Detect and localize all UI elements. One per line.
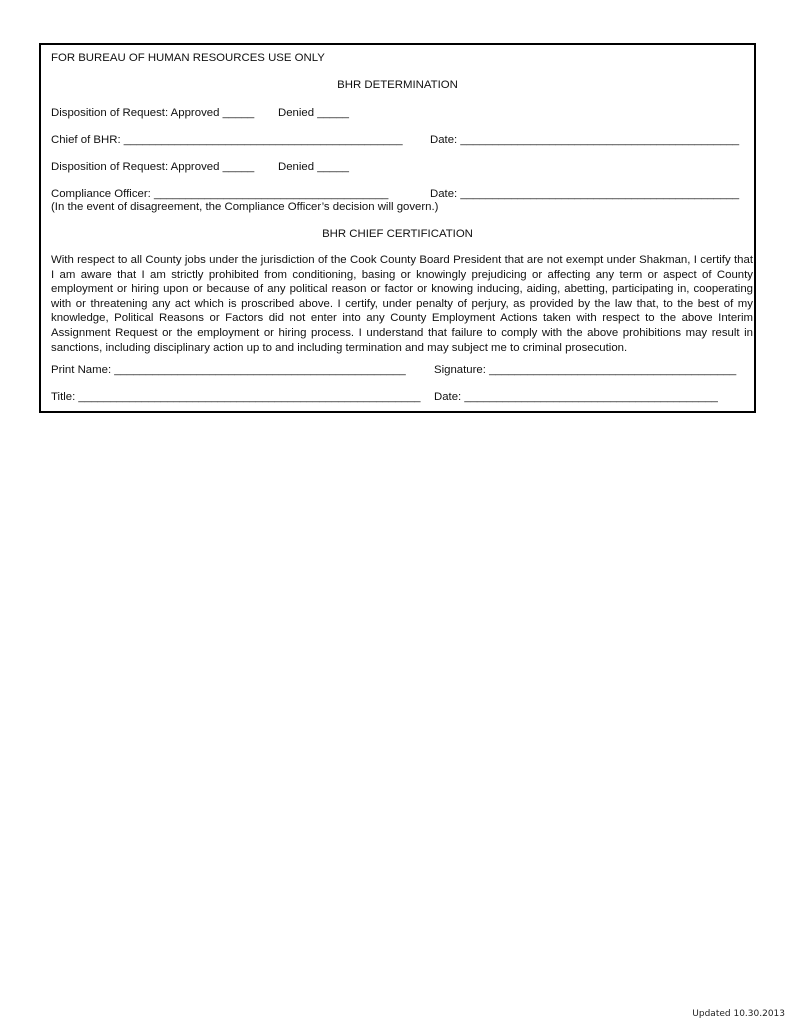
chief-date-field[interactable]: Date: ____________________________________________ (430, 134, 740, 146)
disposition-approved-2[interactable]: Disposition of Request: Approved _____ (51, 161, 255, 173)
bhr-use-only-box (39, 43, 756, 413)
determination-title: BHR DETERMINATION (337, 79, 458, 91)
signature-field[interactable]: Signature: _______________________________________ (434, 364, 737, 376)
updated-date: Updated 10.30.2013 (692, 1009, 785, 1019)
compliance-date-field[interactable]: Date: ____________________________________________ (430, 188, 740, 200)
compliance-officer-field[interactable]: Compliance Officer: _____________________________________ (51, 188, 389, 200)
certification-paragraph: With respect to all County jobs under the jurisdiction of the Cook County Board President that are not exempt under Shakman, I certify that I am aware that I am strictly prohibited from conditioning, basing or knowingly prejudicing or affecting any term or aspect of County employment or hiring upon or because of any political reason or factor or knowing inducing, aiding, abetting, participating in, cooperating with or threatening any act which is proscribed above. I certify, under penalty of perjury, as provided by the law that, to the best of my knowledge, Political Reasons or Factors did not enter into any County Employment Actions taken with respect to the above Interim Assignment Request or the employment or hiring process. I understand that failure to comply with the above prohibitions may result in sanctions, including disciplinary action up to and including termination and may subject me to criminal prosecution. (51, 254, 753, 354)
disposition-denied-2[interactable]: Denied _____ (278, 161, 349, 173)
chief-of-bhr-field[interactable]: Chief of BHR: ____________________________________________ (51, 134, 403, 146)
disagreement-note: (In the event of disagreement, the Compliance Officer’s decision will govern.) (51, 201, 439, 213)
disposition-denied-1[interactable]: Denied _____ (278, 107, 349, 119)
certification-date-field[interactable]: Date: ________________________________________ (434, 391, 718, 403)
print-name-field[interactable]: Print Name: ______________________________________________ (51, 364, 406, 376)
section-header: FOR BUREAU OF HUMAN RESOURCES USE ONLY (51, 52, 325, 64)
disposition-approved-1[interactable]: Disposition of Request: Approved _____ (51, 107, 255, 119)
certification-title: BHR CHIEF CERTIFICATION (322, 228, 473, 240)
title-field[interactable]: Title: ______________________________________________________ (51, 391, 421, 403)
